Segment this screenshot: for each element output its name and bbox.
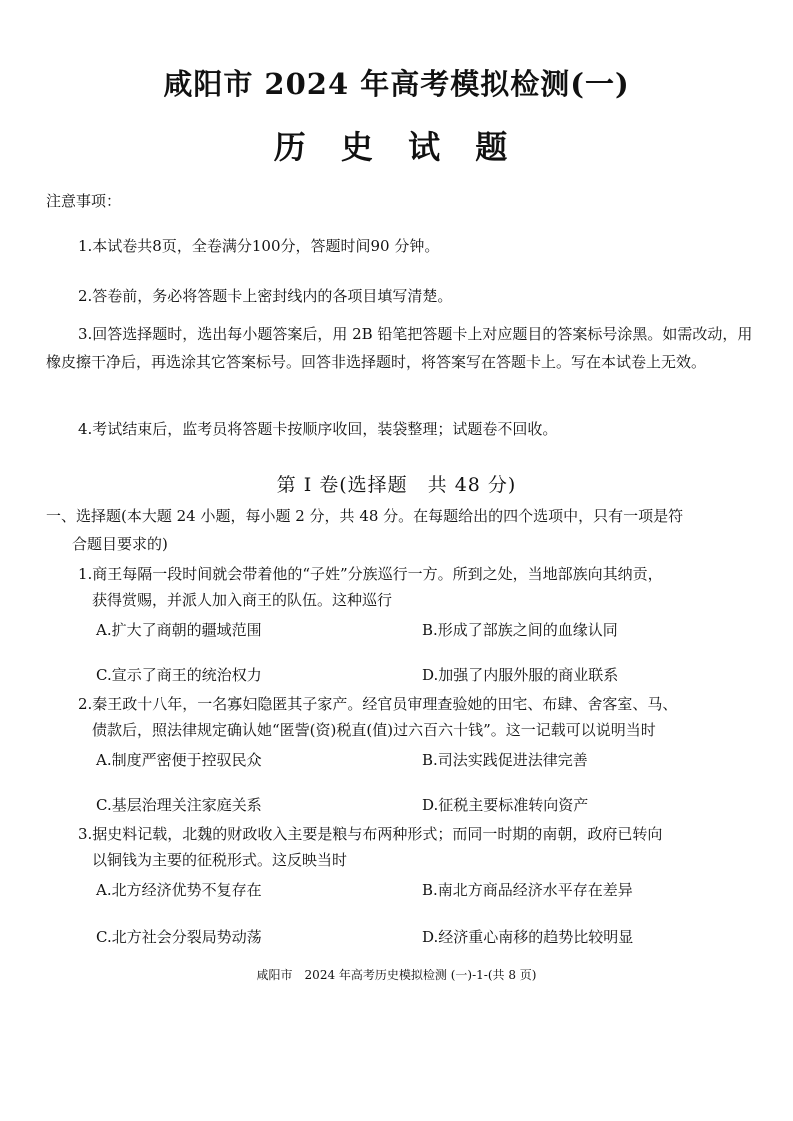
question-1-option-a: A.扩大了商朝的疆域范围 bbox=[96, 621, 262, 639]
page-footer: 咸阳市 2024 年高考历史模拟检测 (一)-1-(共 8 页) bbox=[256, 968, 537, 982]
question-1-option-b: B.形成了部族之间的血缘认同 bbox=[422, 621, 618, 639]
notice-item-3: 3.回答选择题时，选出每小题答案后，用 2B 铅笔把答题卡上对应题目的答案标号涂黑。如需改动，用橡皮擦干净后，再选涂其它答案标号。回答非选择题时，将答案写在答题卡上。写在本试卷上无效。 bbox=[46, 325, 753, 371]
notice-heading: 注意事项： bbox=[46, 192, 122, 210]
notice-item-4: 4.考试结束后，监考员将答题卡按顺序收回，装袋整理；试题卷不回收。 bbox=[78, 420, 558, 438]
question-3-option-a: A.北方经济优势不复存在 bbox=[96, 881, 262, 899]
question-2-option-b: B.司法实践促进法律完善 bbox=[422, 751, 588, 769]
notice-item-1: 1.本试卷共8页，全卷满分100分，答题时间90 分钟。 bbox=[78, 237, 440, 255]
question-3-stem-line2: 以铜钱为主要的征税形式。这反映当时 bbox=[92, 851, 348, 869]
question-2-stem-line2: 债款后，照法律规定确认她“匿訾(资)税直(值)过六百六十钱”。这一记载可以说明当时 bbox=[92, 721, 656, 739]
question-1-stem-line1: 1.商王每隔一段时间就会带着他的“子姓”分族巡行一方。所到之处，当地部族向其纳贡， bbox=[78, 565, 663, 583]
question-3-option-d: D.经济重心南移的趋势比较明显 bbox=[422, 928, 634, 946]
section-instruction-line1: 一、选择题(本大题 24 小题，每小题 2 分，共 48 分。在每题给出的四个选项中，只有一项是符 bbox=[46, 507, 684, 525]
question-3-option-c: C.北方社会分裂局势动荡 bbox=[96, 928, 262, 946]
section-instruction-line2: 合题目要求的) bbox=[72, 535, 168, 553]
question-1-stem-line2: 获得赏赐，并派人加入商王的队伍。这种巡行 bbox=[92, 591, 393, 609]
section-title: 第 Ⅰ 卷(选择题 共 48 分) bbox=[276, 474, 517, 496]
question-3-option-b: B.南北方商品经济水平存在差异 bbox=[422, 881, 633, 899]
exam-title: 咸阳市 2024 年高考模拟检测(一) bbox=[163, 67, 630, 101]
question-3-stem-line1: 3.据史料记载，北魏的财政收入主要是粮与布两种形式；而同一时期的南朝，政府已转向 bbox=[78, 825, 663, 843]
subject-title: 历 史 试 题 bbox=[273, 128, 520, 166]
question-1-option-c: C.宣示了商王的统治权力 bbox=[96, 666, 262, 684]
question-2-option-c: C.基层治理关注家庭关系 bbox=[96, 796, 262, 814]
question-2-option-a: A.制度严密便于控驭民众 bbox=[96, 751, 262, 769]
question-1-option-d: D.加强了内服外服的商业联系 bbox=[422, 666, 619, 684]
notice-item-2: 2.答卷前，务必将答题卡上密封线内的各项目填写清楚。 bbox=[78, 287, 453, 305]
question-2-stem-line1: 2.秦王政十八年，一名寡妇隐匿其子家产。经官员审理查验她的田宅、布肆、舍客室、马、 bbox=[78, 695, 678, 713]
question-2-option-d: D.征税主要标准转向资产 bbox=[422, 796, 589, 814]
